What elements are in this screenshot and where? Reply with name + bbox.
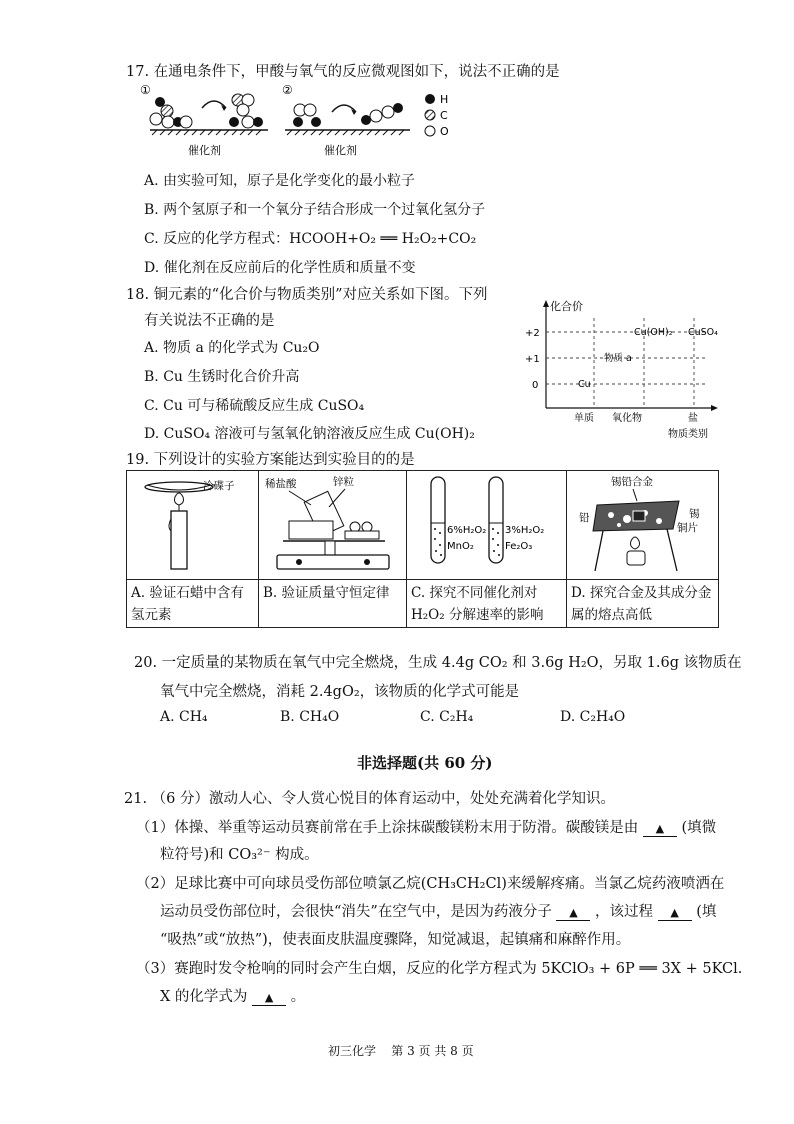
exp-a-caption: A. 验证石蜡中含有氢元素 [127,580,259,628]
q21-part1-text-a: （1）体操、举重等运动员赛前常在手上涂抹碳酸镁粉末用于防滑。碳酸镁是由 [136,820,639,836]
h-atom [229,117,239,127]
h-atom [393,103,403,113]
q21-part1-line1 [136,816,716,837]
step1-label: ① [140,83,151,97]
h-legend-label: H [440,93,449,106]
zinc-label: 锌粒 [333,476,354,488]
h-atom [293,117,303,127]
o-atom [162,116,174,128]
q21-part3-text-a: X 的化学式为 [160,989,248,1005]
q18-option-a: A. 物质 a 的化学式为 Cu₂O [144,340,320,356]
lead-label: 铅 [579,512,590,524]
x-axis-title: 物质类别 [668,429,708,440]
y-tick-zero: 0 [532,380,539,391]
h-atom [155,97,165,107]
o-atom [180,116,192,128]
c-legend-icon [425,110,435,120]
c-legend-label: C [440,109,448,122]
q21-part3-line2 [160,985,305,1006]
catalyst-label-1: 催化剂 [188,144,221,157]
blank-marker-icon: ▲ [569,906,578,919]
h-atom [253,117,263,127]
q17-option-d: D. 催化剂在反应前后的化学性质和质量不变 [144,260,416,276]
q20-option-b: B. CH₄O [280,709,340,725]
exp-b-figure [259,471,407,580]
step2-label: ② [282,83,293,97]
q17-micro-diagram [140,82,460,160]
q21-stem: 21. （6 分）激动人心、令人赏心悦目的体育运动中，处处充满着化学知识。 [124,791,616,807]
test-tube-1-icon [431,477,445,563]
q18-valence-chart [522,296,724,442]
hcl-label: 稀盐酸 [265,478,297,490]
q20-option-a: A. CH₄ [160,709,208,725]
q18-option-c: C. Cu 可与稀硫酸反应生成 CuSO₄ [144,398,365,414]
flame-icon [631,537,640,549]
q21-part1-text-b: (填微 [681,820,717,836]
c-atom [161,105,173,117]
q18-option-b: B. Cu 生锈时化合价升高 [144,369,300,385]
y-tick-plus1: +1 [525,354,540,365]
flame-icon [175,493,184,505]
q19-experiment-table [126,470,719,628]
page-footer: 初三化学 第 3 页 共 8 页 [328,1044,474,1058]
alcohol-lamp-icon [627,551,645,565]
q21-part2-line3: “吸热”或“放热”)，使表面皮肤温度骤降，知觉减退，起镇痛和麻醉作用。 [160,932,631,948]
test-tube-2-icon [489,477,503,563]
exp-c-caption: C. 探究不同催化剂对 H₂O₂ 分解速率的影响 [407,580,567,628]
balance-base-icon [277,555,389,569]
cold-dish-label: 冷碟子 [203,480,235,492]
o-atom [304,104,316,116]
q21-part3-line1: （3）赛跑时发令枪响的同时会产生白烟，反应的化学方程式为 5KClO₃ + 6P ══ 3X + 5KCl. [136,961,743,977]
q20-option-d: D. C₂H₄O [560,709,626,725]
alloy-label: 锡铅合金 [611,476,653,488]
tripod-icon [595,531,603,571]
q17-option-b: B. 两个氢原子和一个氧分子结合形成一个过氧化氢分子 [144,202,486,218]
o-atom [237,104,249,116]
o-atom [242,116,254,128]
point-cu-oh2: Cu(OH)₂ [634,327,673,338]
q20-option-c: C. C₂H₄ [420,709,474,725]
q21-part1-line2: 粒符号)和 CO₃²⁻ 构成。 [160,847,319,863]
q21-part2-text-c: (填 [696,904,717,920]
q21-part2-text-b: ，该过程 [595,904,654,920]
h2o2-3pct-label: 3%H₂O₂ [505,525,545,536]
point-cu: Cu [578,379,591,390]
h-atom [361,115,371,125]
section-title: 非选择题(共 60 分) [357,754,493,772]
copper-label: 铜片 [677,522,698,534]
beaker-icon [289,521,333,539]
x-tick-salt: 盐 [688,413,698,424]
h-legend-icon [425,94,435,104]
q21-part2-line1: （2）足球比赛中可向球员受伤部位喷氯乙烷(CH₃CH₂Cl)来缓解疼痛。当氯乙烷药液喷洒在 [136,876,725,892]
q18-stem-line2: 有关说法不正确的是 [144,313,275,329]
blank-marker-icon: ▲ [670,906,679,919]
q18-stem-line1: 18. 铜元素的“化合价与物质类别”对应关系如下图。下列 [126,287,488,303]
mno2-label: MnO₂ [447,541,474,552]
candle-icon [171,511,187,569]
q20-line2: 氧气中完全燃烧，消耗 2.4gO₂，该物质的化学式可能是 [160,684,520,700]
q21-part3-text-b: 。 [290,989,306,1005]
q18-option-d: D. CuSO₄ 溶液可与氢氧化钠溶液反应生成 Cu(OH)₂ [144,426,475,442]
catalyst-label-2: 催化剂 [324,144,357,157]
blank-marker-icon: ▲ [264,991,274,1004]
exp-a-figure [127,471,259,580]
q19-stem: 19. 下列设计的实验方案能达到实验目的的是 [126,452,415,468]
answer-blank-1[interactable] [643,820,677,837]
tin-label: 锡 [689,508,700,520]
q21-part2-line2 [160,900,716,921]
y-tick-plus2: +2 [525,328,540,339]
blank-marker-icon: ▲ [655,822,665,835]
o-atom [370,110,382,122]
q21-part2-text-a: 运动员受伤部位时，会很快“消失”在空气中，是因为药液分子 [160,904,552,920]
answer-blank-3[interactable] [658,904,692,921]
point-cuso4: CuSO₄ [688,327,718,338]
fe2o3-label: Fe₂O₃ [505,541,533,552]
answer-blank-2[interactable] [556,904,590,921]
q20-line1: 20. 一定质量的某物质在氧气中完全燃烧，生成 4.4g CO₂ 和 3.6g H₂O，另取 1.6g 该物质在 [134,655,742,671]
h2o2-6pct-label: 6%H₂O₂ [447,525,487,536]
q17-option-a: A. 由实验可知，原子是化学变化的最小粒子 [144,173,416,189]
h-atom [311,117,321,127]
q17-stem: 17. 在通电条件下，甲酸与氧气的反应微观图如下，说法不正确的是 [126,64,560,80]
exp-b-caption: B. 验证质量守恒定律 [259,580,407,628]
o-legend-label: O [440,125,449,138]
q17-option-c: C. 反应的化学方程式：HCOOH+O₂ ══ H₂O₂+CO₂ [144,231,477,247]
point-substance-a: 物质 a [604,353,632,364]
o-atom [382,106,394,118]
o-legend-icon [425,126,435,136]
o-atom [150,113,162,125]
y-axis-title: 化合价 [550,300,583,313]
exp-d-figure [567,471,719,580]
exp-c-figure [407,471,567,580]
answer-blank-4[interactable] [252,989,286,1006]
x-tick-oxide: 氧化物 [612,413,642,424]
exp-d-caption: D. 探究合金及其成分金属的熔点高低 [567,580,719,628]
x-tick-element: 单质 [574,413,594,424]
